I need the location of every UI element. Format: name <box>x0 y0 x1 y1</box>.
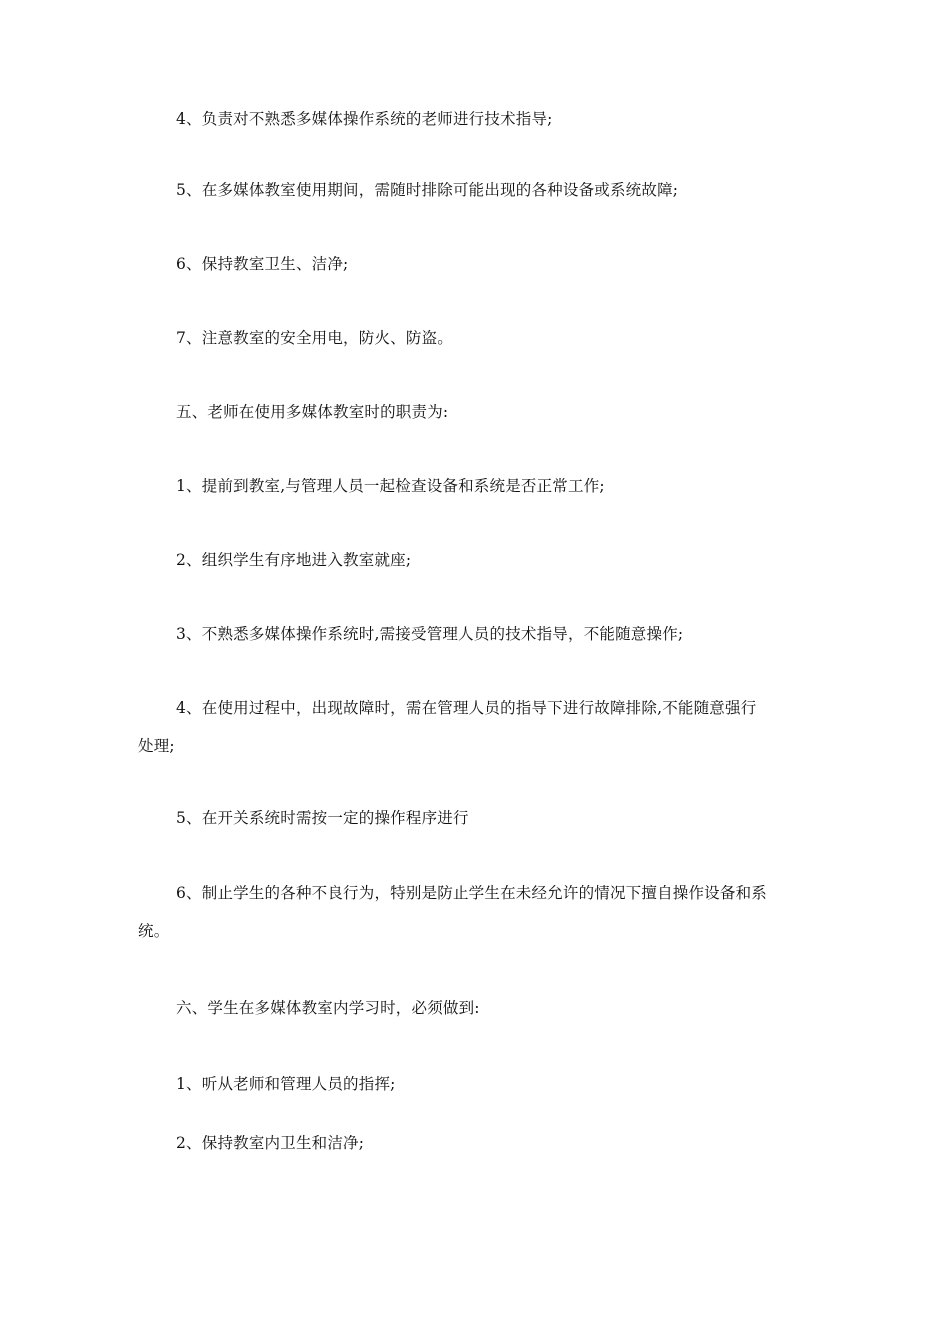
paragraph-continuation: 处理; <box>138 737 175 755</box>
paragraph-line: 6、制止学生的各种不良行为，特别是防止学生在未经允许的情况下擅自操作设备和系 <box>176 884 767 902</box>
paragraph-line: 1、提前到教室,与管理人员一起检查设备和系统是否正常工作; <box>176 477 605 495</box>
paragraph-line: 4、负责对不熟悉多媒体操作系统的老师进行技术指导; <box>176 110 553 128</box>
paragraph-line: 6、保持教室卫生、洁净; <box>176 255 349 273</box>
section-heading: 五、老师在使用多媒体教室时的职责为: <box>176 403 449 421</box>
paragraph-line: 7、注意教室的安全用电，防火、防盗。 <box>176 329 453 347</box>
paragraph-line: 2、保持教室内卫生和洁净; <box>176 1134 365 1152</box>
section-heading: 六、学生在多媒体教室内学习时，必须做到: <box>176 999 480 1017</box>
paragraph-line: 3、不熟悉多媒体操作系统时,需接受管理人员的技术指导，不能随意操作; <box>176 625 684 643</box>
paragraph-continuation: 统。 <box>138 922 170 940</box>
paragraph-line: 5、在开关系统时需按一定的操作程序进行 <box>176 809 469 827</box>
paragraph-line: 4、在使用过程中，出现故障时，需在管理人员的指导下进行故障排除,不能随意强行 <box>176 699 757 717</box>
paragraph-line: 2、组织学生有序地进入教室就座; <box>176 551 412 569</box>
paragraph-line: 5、在多媒体教室使用期间，需随时排除可能出现的各种设备或系统故障; <box>176 181 679 199</box>
paragraph-line: 1、听从老师和管理人员的指挥; <box>176 1075 396 1093</box>
